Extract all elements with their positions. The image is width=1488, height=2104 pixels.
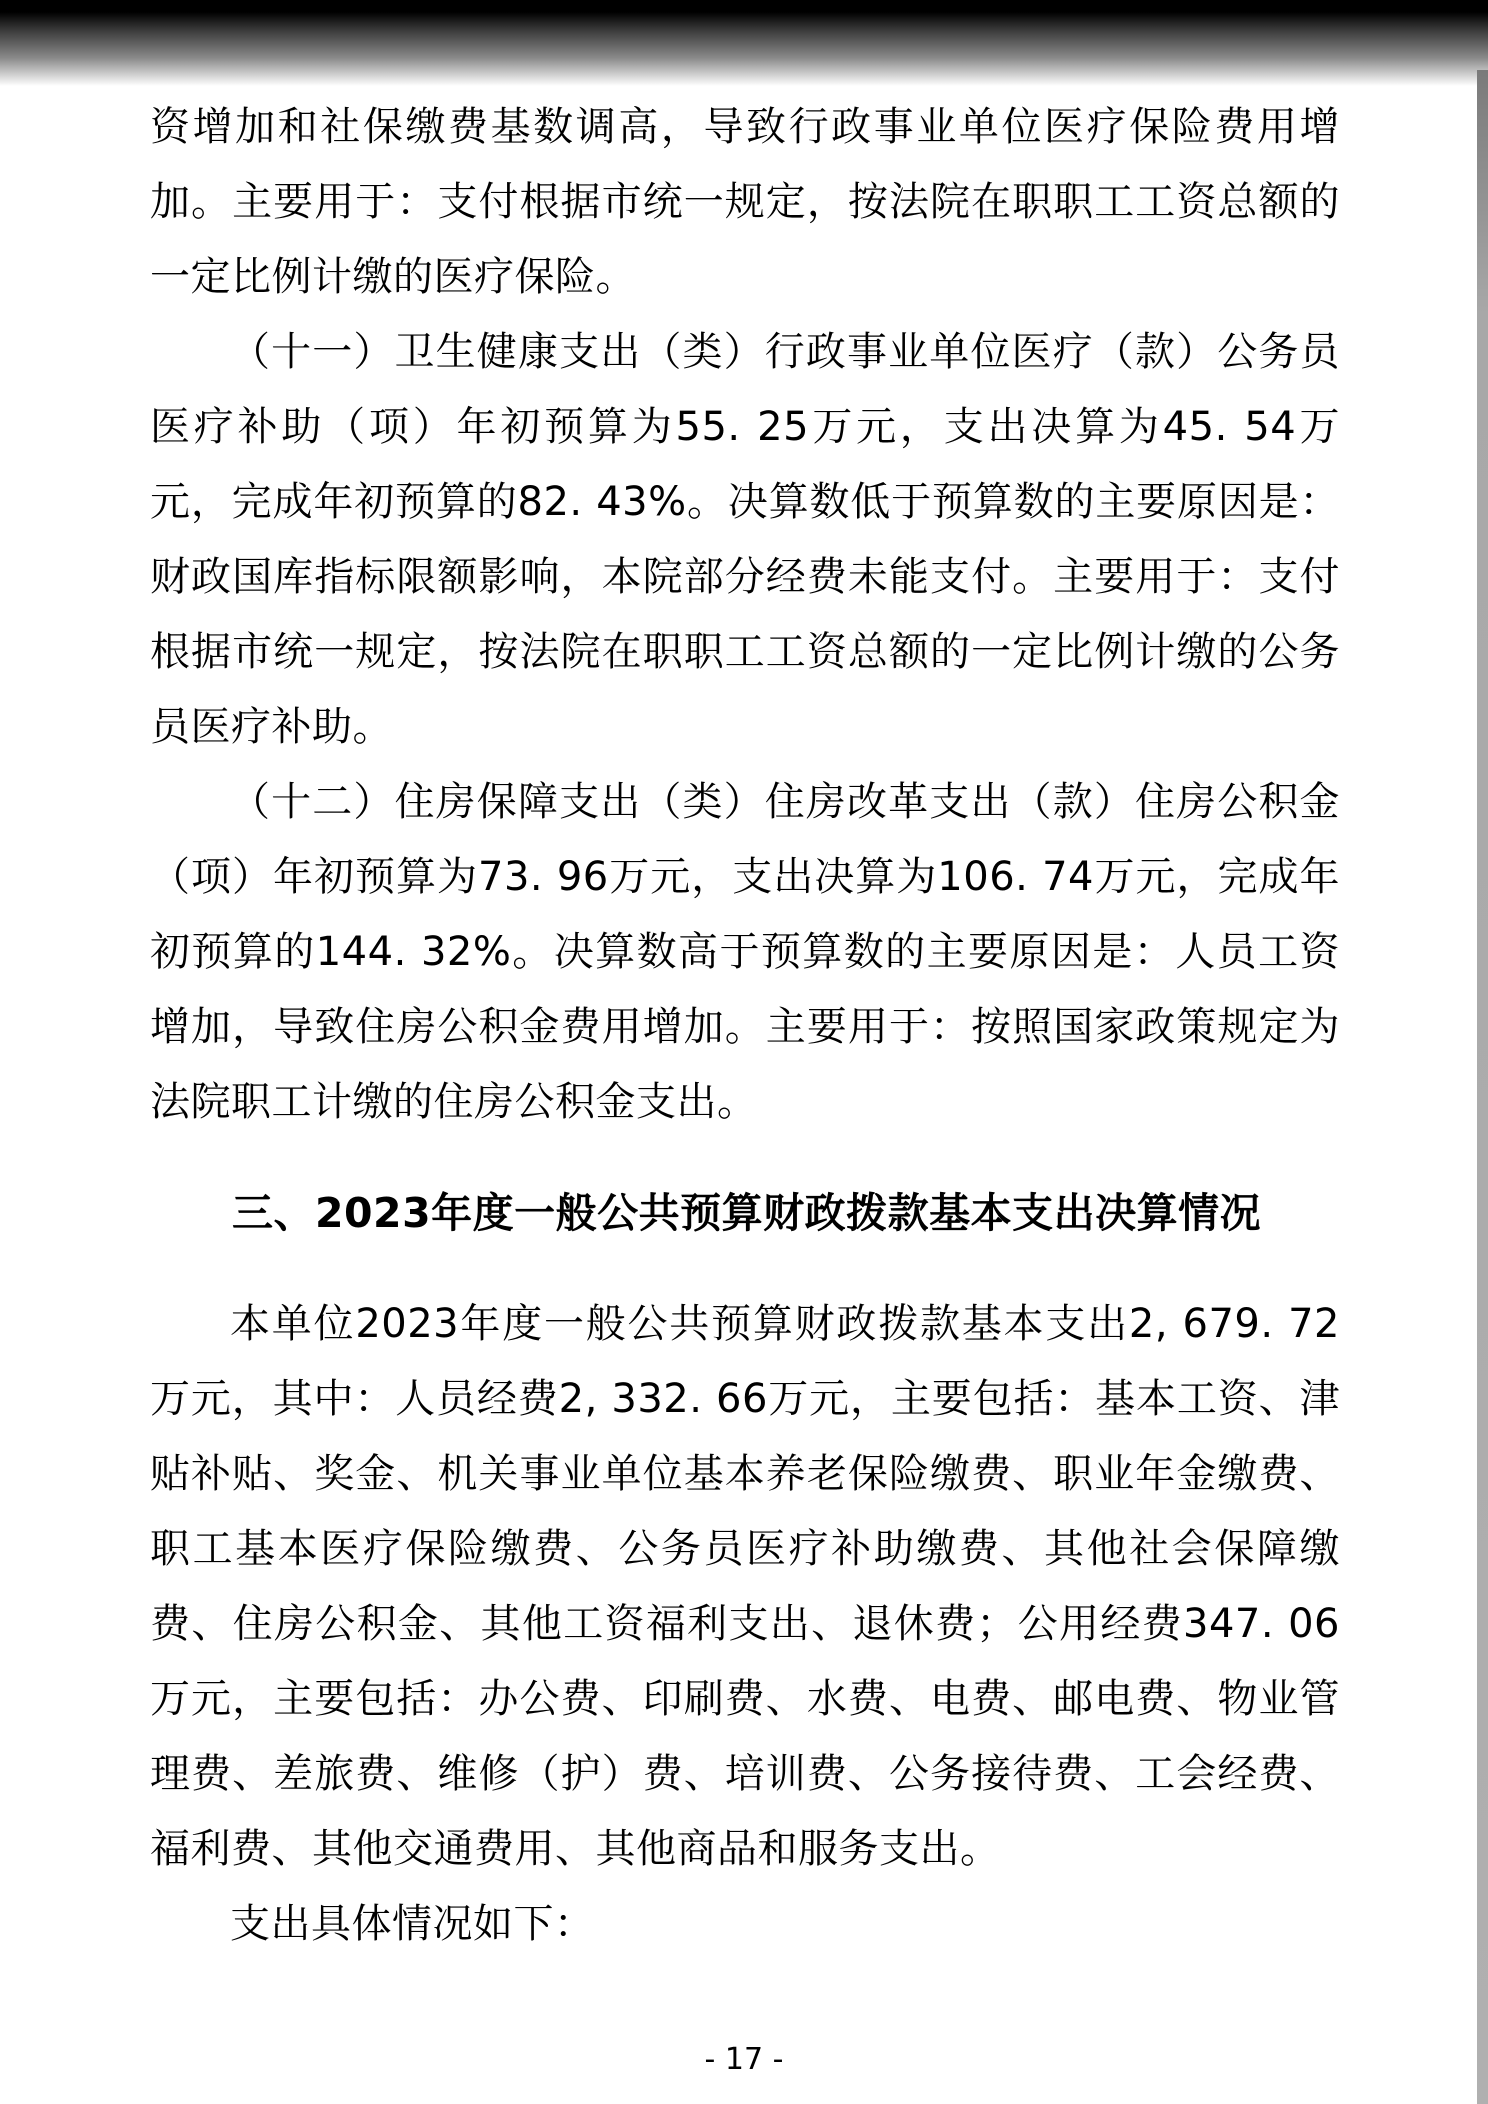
document-content: [150, 90, 1340, 1962]
paragraph-basic-expenditure-detail: 本单位2023年度一般公共预算财政拨款基本支出2, 679. 72万元，其中：人员经费2, 332. 66万元，主要包括：基本工资、津贴补贴、奖金、机关事业单位基本养老保险缴费、职业年金缴费、职工基本医疗保险缴费、公务员医疗补助缴费、其他社会保障缴费、住房公积金、其他工资福利支出、退休费；公用经费347. 06万元，主要包括：办公费、印刷费、水费、电费、邮电费、物业管理费、差旅费、维修（护）费、培训费、公务接待费、工会经费、福利费、其他交通费用、其他商品和服务支出。: [150, 1301, 1340, 1872]
section-heading-basic-expenditure: 三、2023年度一般公共预算财政拨款基本支出决算情况: [232, 1189, 1262, 1237]
scan-top-edge: [0, 0, 1488, 88]
page-number: - 17 -: [704, 2042, 784, 2077]
paragraph-expenditure-intro: 支出具体情况如下：: [230, 1901, 595, 1947]
scan-right-edge: [1477, 70, 1488, 2104]
paragraph-item-eleven-health-expenditure: （十一）卫生健康支出（类）行政事业单位医疗（款）公务员医疗补助（项）年初预算为55. 25万元，支出决算为45. 54万元，完成年初预算的82. 43%。决算数低于预算数的主要原因是：财政国库指标限额影响，本院部分经费未能支付。主要用于：支付根据市统一规定，按法院在职职工工资总额的一定比例计缴的公务员医疗补助。: [150, 329, 1340, 750]
paragraph-item-twelve-housing-expenditure: （十二）住房保障支出（类）住房改革支出（款）住房公积金（项）年初预算为73. 96万元，支出决算为106. 74万元，完成年初预算的144. 32%。决算数高于预算数的主要原因是：人员工资增加，导致住房公积金费用增加。主要用于：按照国家政策规定为法院职工计缴的住房公积金支出。: [150, 779, 1340, 1125]
paragraph-medical-insurance-continuation: 资增加和社保缴费基数调高，导致行政事业单位医疗保险费用增加。主要用于：支付根据市统一规定，按法院在职职工工资总额的一定比例计缴的医疗保险。: [150, 104, 1340, 300]
